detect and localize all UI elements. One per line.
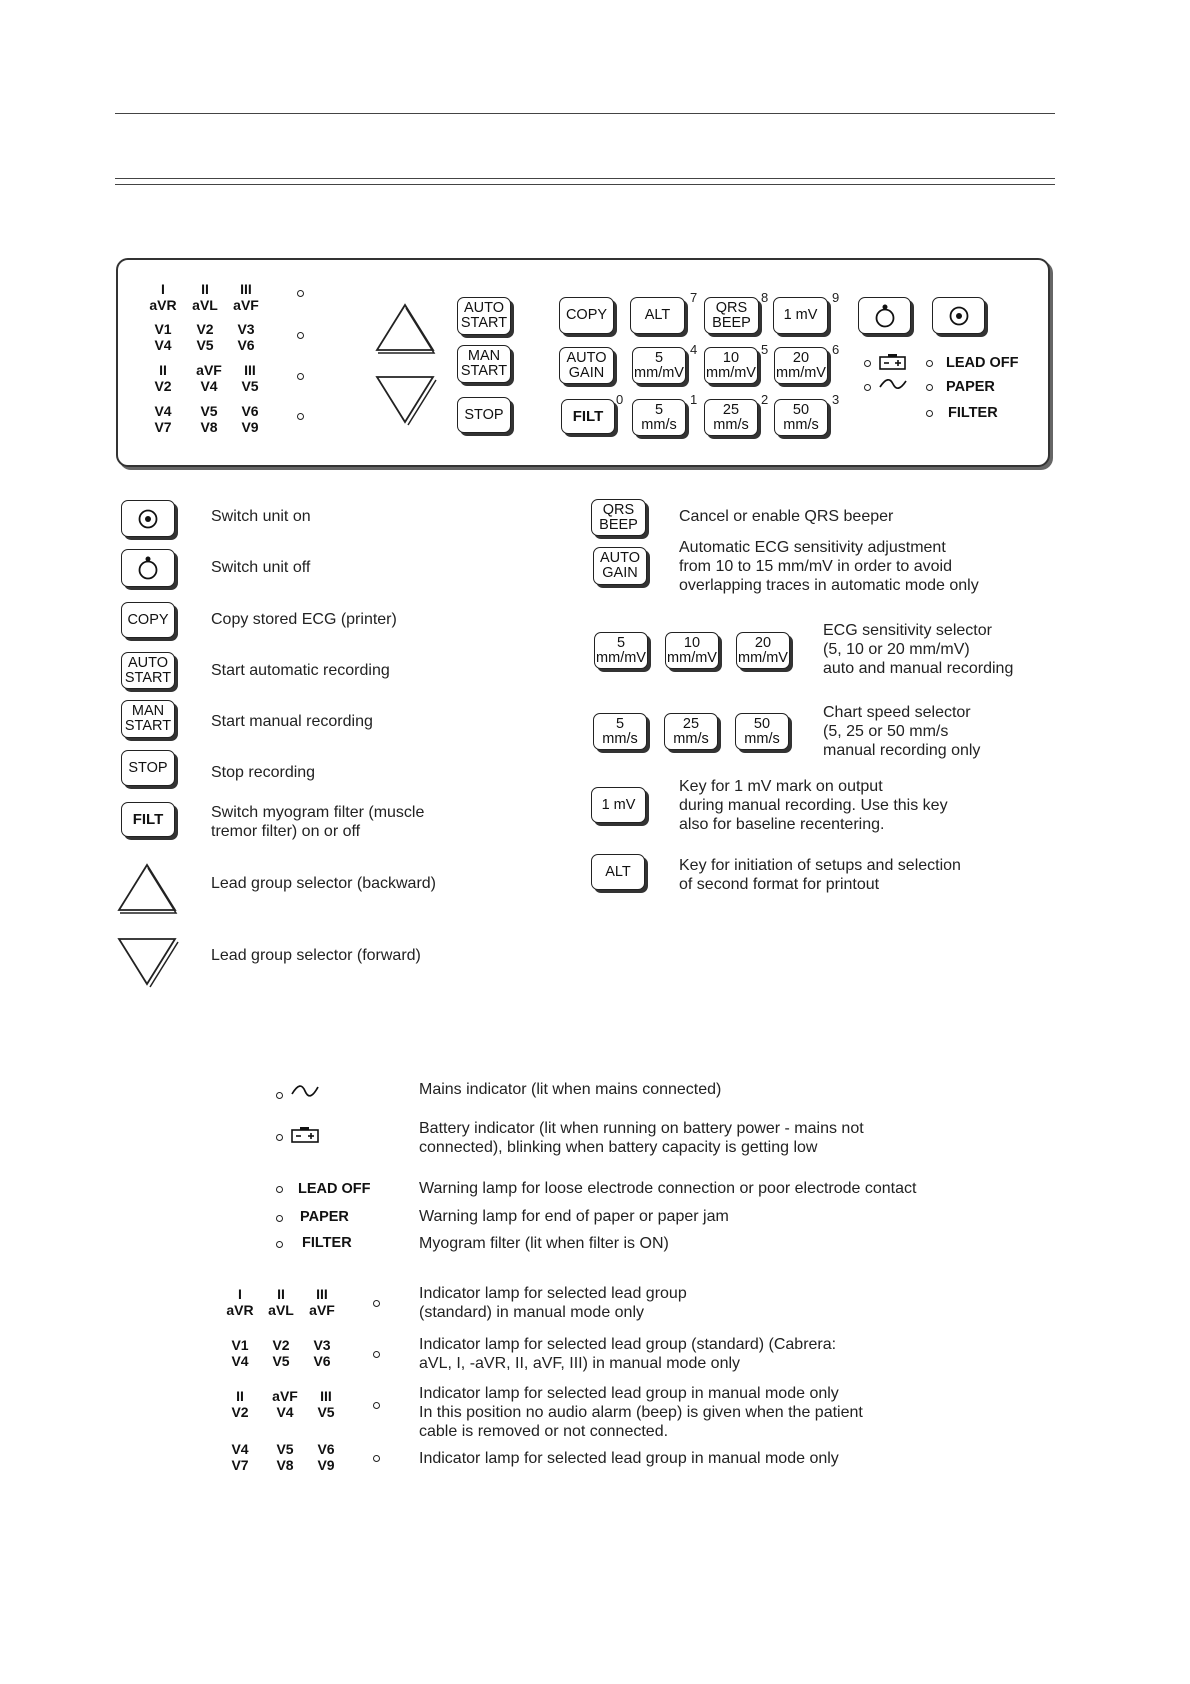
- speed-25-key[interactable]: 25 mm/s: [704, 399, 758, 436]
- battery-icon: [878, 354, 908, 372]
- power-on-key[interactable]: [932, 297, 985, 334]
- legend-stop-key: STOP: [121, 750, 175, 786]
- legend-lead-label: V4 V7: [231, 1441, 249, 1473]
- desc-filter: Myogram filter (lit when filter is ON): [419, 1235, 669, 1252]
- alt-key[interactable]: ALT: [630, 297, 685, 334]
- lead-label: V1 V4: [154, 321, 172, 353]
- header-rule-double-1: [115, 178, 1055, 179]
- filter-lamp: [926, 410, 933, 417]
- header-rule-top: [115, 113, 1055, 114]
- lead-group-lamp: [297, 290, 304, 297]
- desc-forward: Lead group selector (forward): [211, 947, 421, 964]
- lead-label: aVF V4: [196, 362, 222, 394]
- power-off-key[interactable]: [858, 297, 911, 334]
- legend-speed-50-key: 50 mm/s: [735, 713, 789, 750]
- power-on-icon: [137, 508, 159, 530]
- desc-lead-group-1: Indicator lamp for selected lead group (standard) in manual mode only: [419, 1285, 687, 1321]
- key-number: 2: [761, 392, 769, 407]
- power-on-icon: [948, 305, 970, 327]
- legend-mains-lamp: [276, 1092, 283, 1099]
- power-off-icon: [137, 555, 159, 581]
- lead-label: I aVR: [149, 281, 177, 313]
- legend-filter-label: FILTER: [302, 1235, 352, 1251]
- legend-backward-triangle-icon: [114, 860, 180, 916]
- lead-group-lamp: [297, 373, 304, 380]
- legend-lead-group-lamp: [373, 1300, 380, 1307]
- lead-label: III V5: [241, 362, 259, 394]
- legend-lead-label: II aVL: [268, 1286, 294, 1318]
- key-number: 5: [761, 342, 769, 357]
- legend-lead-label: aVF V4: [272, 1388, 298, 1420]
- legend-paper-label: PAPER: [300, 1209, 349, 1225]
- desc-copy: Copy stored ECG (printer): [211, 611, 397, 628]
- legend-lead-label: III V5: [317, 1388, 335, 1420]
- legend-lead-label: I aVR: [226, 1286, 254, 1318]
- desc-sensitivity: ECG sensitivity selector (5, 10 or 20 mm/mV) auto and manual recording: [823, 622, 1014, 677]
- paper-lamp: [926, 384, 933, 391]
- legend-lead-off-label: LEAD OFF: [298, 1181, 371, 1197]
- header-rule-double-2: [115, 184, 1055, 185]
- legend-alt-key: ALT: [591, 854, 645, 890]
- lead-group-forward-button[interactable]: [372, 372, 438, 428]
- lead-label: V5 V8: [200, 403, 218, 435]
- desc-qrs: Cancel or enable QRS beeper: [679, 508, 894, 525]
- power-off-icon: [874, 303, 896, 329]
- desc-lead-group-2: Indicator lamp for selected lead group (standard) (Cabrera: aVL, I, -aVR, II, aVF, III) in manual mode only: [419, 1336, 837, 1372]
- lead-label: V4 V7: [154, 403, 172, 435]
- auto-gain-key[interactable]: AUTO GAIN: [559, 347, 614, 384]
- desc-lead-group-3: Indicator lamp for selected lead group in manual mode only In this position no audio alarm (beep) is given when the patient cable is removed or not connected.: [419, 1385, 863, 1440]
- desc-backward: Lead group selector (backward): [211, 875, 437, 892]
- legend-filter-lamp: [276, 1241, 283, 1248]
- desc-filt: Switch myogram filter (muscle tremor filter) on or off: [211, 804, 425, 840]
- legend-forward-triangle-icon: [114, 934, 180, 990]
- lead-group-lamp: [297, 413, 304, 420]
- legend-paper-lamp: [276, 1215, 283, 1222]
- desc-lead-group-4: Indicator lamp for selected lead group in manual mode only: [419, 1450, 839, 1467]
- legend-power-on-key: [121, 500, 175, 537]
- desc-switch-off: Switch unit off: [211, 559, 311, 576]
- key-number: 4: [690, 342, 698, 357]
- legend-lead-group-lamp: [373, 1402, 380, 1409]
- legend-lead-label: V3 V6: [313, 1337, 331, 1369]
- legend-auto-start-key: AUTO START: [121, 652, 175, 689]
- desc-auto-start: Start automatic recording: [211, 662, 390, 679]
- legend-sens-10-key: 10 mm/mV: [665, 632, 719, 669]
- key-number: 7: [690, 290, 698, 305]
- desc-paper: Warning lamp for end of paper or paper jam: [419, 1208, 729, 1225]
- lead-group-lamp: [297, 332, 304, 339]
- desc-alt: Key for initiation of setups and selection of second format for printout: [679, 857, 961, 893]
- copy-key[interactable]: COPY: [559, 297, 614, 334]
- legend-copy-key: COPY: [121, 602, 175, 638]
- lead-off-lamp: [926, 360, 933, 367]
- legend-lead-label: V5 V8: [276, 1441, 294, 1473]
- key-number: 1: [690, 392, 698, 407]
- man-start-key[interactable]: MAN START: [457, 345, 511, 383]
- key-number: 0: [616, 392, 624, 407]
- desc-battery: Battery indicator (lit when running on battery power - mains not connected), blinking when battery capacity is getting low: [419, 1120, 864, 1156]
- filt-key[interactable]: FILT: [561, 399, 615, 434]
- key-number: 9: [832, 290, 840, 305]
- desc-switch-on: Switch unit on: [211, 508, 311, 525]
- desc-man-start: Start manual recording: [211, 713, 373, 730]
- battery-lamp: [864, 360, 871, 367]
- legend-power-off-key: [121, 549, 175, 587]
- lead-label: II aVL: [192, 281, 218, 313]
- lead-label: III aVF: [233, 281, 259, 313]
- qrs-beep-key[interactable]: QRS BEEP: [704, 297, 759, 334]
- legend-filt-key: FILT: [121, 802, 175, 837]
- legend-sens-5-key: 5 mm/mV: [594, 632, 648, 669]
- desc-stop: Stop recording: [211, 764, 316, 781]
- legend-lead-label: III aVF: [309, 1286, 335, 1318]
- one-mv-key[interactable]: 1 mV: [773, 297, 828, 334]
- speed-50-key[interactable]: 50 mm/s: [774, 399, 828, 436]
- legend-qrs-beep-key: QRS BEEP: [591, 499, 646, 536]
- legend-lead-label: II V2: [231, 1388, 249, 1420]
- legend-lead-label: V6 V9: [317, 1441, 335, 1473]
- key-number: 8: [761, 290, 769, 305]
- legend-speed-25-key: 25 mm/s: [664, 713, 718, 750]
- key-number: 3: [832, 392, 840, 407]
- legend-lead-group-lamp: [373, 1351, 380, 1358]
- lead-label: V2 V5: [196, 321, 214, 353]
- legend-auto-gain-key: AUTO GAIN: [593, 547, 647, 585]
- lead-off-label: LEAD OFF: [946, 355, 1019, 371]
- mains-icon: [878, 378, 908, 392]
- sensitivity-20-key[interactable]: 20 mm/mV: [774, 347, 828, 384]
- lead-label: V6 V9: [241, 403, 259, 435]
- legend-battery-icon: [290, 1127, 322, 1145]
- lead-label: II V2: [154, 362, 172, 394]
- legend-lead-group-lamp: [373, 1455, 380, 1462]
- auto-start-key[interactable]: AUTO START: [457, 297, 511, 335]
- desc-lead-off: Warning lamp for loose electrode connection or poor electrode contact: [419, 1180, 917, 1197]
- lead-label: V3 V6: [237, 321, 255, 353]
- sensitivity-5-key[interactable]: 5 mm/mV: [632, 347, 686, 384]
- sensitivity-10-key[interactable]: 10 mm/mV: [704, 347, 758, 384]
- legend-battery-lamp: [276, 1134, 283, 1141]
- legend-sens-20-key: 20 mm/mV: [736, 632, 790, 669]
- filter-label: FILTER: [948, 405, 998, 421]
- desc-speed: Chart speed selector (5, 25 or 50 mm/s manual recording only: [823, 704, 981, 759]
- stop-key[interactable]: STOP: [457, 397, 511, 433]
- legend-lead-off-lamp: [276, 1186, 283, 1193]
- desc-auto-gain: Automatic ECG sensitivity adjustment from 10 to 15 mm/mV in order to avoid overlapping traces in automatic mode only: [679, 539, 979, 594]
- desc-mains: Mains indicator (lit when mains connected): [419, 1081, 722, 1098]
- legend-lead-label: V2 V5: [272, 1337, 290, 1369]
- legend-one-mv-key: 1 mV: [591, 787, 646, 823]
- legend-man-start-key: MAN START: [121, 700, 175, 738]
- mains-lamp: [864, 384, 871, 391]
- legend-lead-label: V1 V4: [231, 1337, 249, 1369]
- legend-speed-5-key: 5 mm/s: [593, 713, 647, 750]
- speed-5-key[interactable]: 5 mm/s: [632, 399, 686, 436]
- lead-group-backward-button[interactable]: [372, 300, 438, 356]
- paper-label: PAPER: [946, 379, 995, 395]
- legend-mains-icon: [290, 1084, 320, 1100]
- desc-one-mv: Key for 1 mV mark on output during manual recording. Use this key also for baseline recentering.: [679, 778, 948, 833]
- key-number: 6: [832, 342, 840, 357]
